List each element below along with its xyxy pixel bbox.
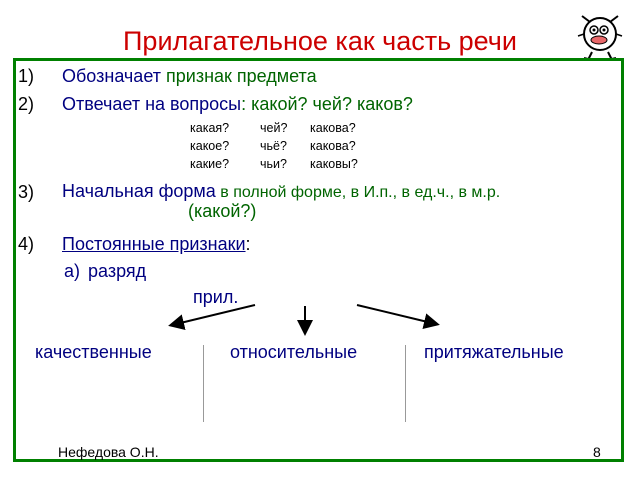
question-cell: каковы? <box>310 157 358 171</box>
item-3-text-2: (какой?) <box>188 201 257 221</box>
question-cell: чьё? <box>260 139 287 153</box>
item-2-number: 2) <box>18 94 35 114</box>
question-cell: какие? <box>190 157 230 171</box>
page-number: 8 <box>593 444 601 460</box>
item-1-text: признак предмета <box>166 66 317 86</box>
item-3-text: в полной форме, в И.п., в ед.ч., в м.р. <box>220 184 501 201</box>
subitem-label: разряд <box>88 261 147 281</box>
question-cell: чьи? <box>260 157 287 171</box>
item-3-label: Начальная форма <box>62 181 216 201</box>
tree-root: прил. <box>193 287 239 307</box>
tree-child-qualitative: качественные <box>35 342 152 362</box>
item-2-label: Отвечает на вопросы <box>62 94 242 114</box>
item-1-label: Обозначает <box>62 66 161 86</box>
item-3-number: 3) <box>18 182 35 202</box>
separator-line-left <box>203 345 204 422</box>
question-cell: какое? <box>190 139 230 153</box>
item-4-number: 4) <box>18 234 35 254</box>
question-cell: какова? <box>310 121 356 135</box>
separator-line-right <box>405 345 406 422</box>
item-2-text: : какой? чей? каков? <box>241 94 413 114</box>
arrow-left <box>172 305 255 325</box>
arrow-right <box>357 305 436 324</box>
tree-child-relative: относительные <box>230 342 358 362</box>
footer-author: Нефедова О.Н. <box>58 444 159 460</box>
question-cell: какая? <box>190 121 230 135</box>
question-cell: чей? <box>260 121 288 135</box>
item-4-text: : <box>245 234 251 254</box>
question-cell: какова? <box>310 139 356 153</box>
item-1-number: 1) <box>18 66 35 86</box>
item-4-label: Постоянные признаки <box>62 234 246 254</box>
tree-child-possessive: притяжательные <box>424 342 564 362</box>
subitem-number: а) <box>64 261 81 281</box>
slide-title: Прилагательное как часть речи <box>123 26 517 56</box>
